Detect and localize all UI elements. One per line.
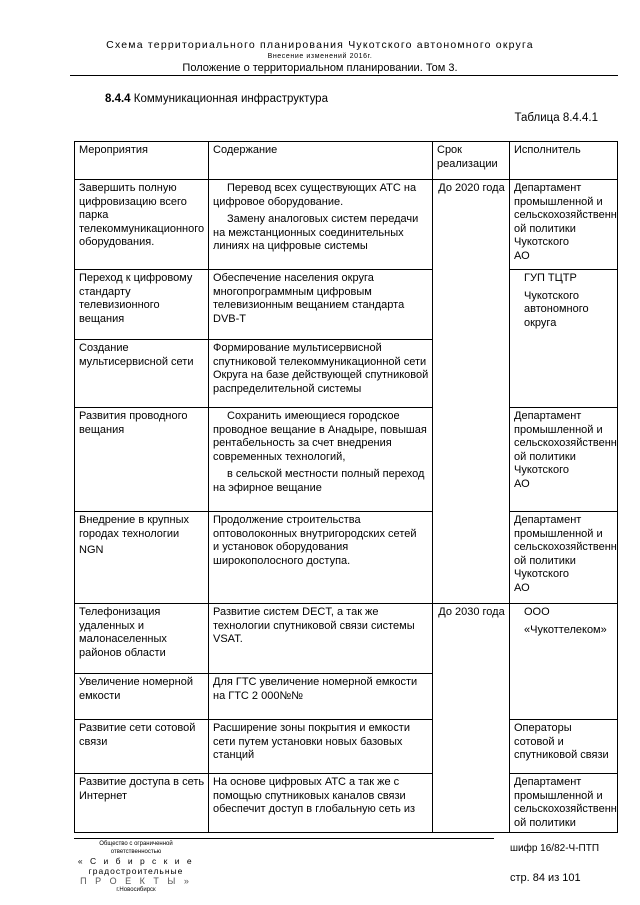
header-cell-executor: Исполнитель bbox=[510, 142, 618, 180]
content-cell bbox=[209, 408, 433, 512]
header-divider bbox=[70, 75, 618, 76]
table-row bbox=[75, 604, 618, 674]
executor-region: Чукотского bbox=[514, 568, 569, 580]
logo-name-line2: градостроительные bbox=[88, 866, 184, 876]
content-paragraph: в сельской местности полный переход на эфирное вещание bbox=[213, 468, 425, 494]
executor-cell: Департамент промышленной и сельскохозяйственн ой политики bbox=[510, 774, 618, 833]
content-cell: Развитие систем DECT, а так же технологии спутниковой связи системы VSAT. bbox=[209, 604, 433, 674]
term-cell-2030: До 2030 года bbox=[433, 604, 510, 833]
content-paragraph: Перевод всех существующих АТС на цифровое оборудование. bbox=[213, 182, 417, 208]
logo-org-type: Общество с ограниченной ответственностью bbox=[99, 841, 173, 855]
section-heading bbox=[105, 93, 328, 105]
content-cell: На основе цифровых АТС а так же с помощью спутниковых каналов связи обеспечит доступ в глобальную сеть из bbox=[209, 774, 433, 833]
content-cell: Обеспечение населения округа многопрограммным цифровым телевизионным вещанием стандарта DVB-T bbox=[209, 270, 433, 340]
executor-cell bbox=[510, 408, 618, 512]
measure-cell bbox=[75, 512, 209, 604]
measure-line-ngn: NGN bbox=[79, 544, 104, 556]
logo-name-line3: П Р О Е К Т Ы » bbox=[80, 876, 192, 886]
executor-gup-region: Чукотского автономного округа bbox=[524, 289, 589, 329]
document-header-title: Схема территориального планирования Чукотского автономного округа bbox=[106, 39, 534, 51]
table-header-row bbox=[75, 142, 618, 180]
logo-name-line1: « С и б и р с к и е bbox=[77, 856, 195, 866]
content-paragraph: Сохранить имеющиеся городское проводное вещание в Анадыре, повышая рентабельность за счет внедрения современных технологий, bbox=[213, 410, 427, 463]
document-volume-title: Положение о территориальном планировании. Том 3. bbox=[182, 62, 458, 74]
executor-cell bbox=[510, 180, 618, 270]
measure-cell: Увеличение номерной емкости bbox=[75, 674, 209, 720]
executor-cell bbox=[510, 270, 618, 408]
section-number: 8.4.4 bbox=[105, 93, 131, 105]
term-cell-2020: До 2020 года bbox=[433, 180, 510, 604]
table-row bbox=[75, 180, 618, 270]
page-number: стр. 84 из 101 bbox=[510, 872, 581, 884]
table-row bbox=[75, 774, 618, 833]
executor-cell: Операторы сотовой и спутниковой связи bbox=[510, 720, 618, 774]
measure-cell: Развитие сети сотовой связи bbox=[75, 720, 209, 774]
measure-cell: Развития проводного вещания bbox=[75, 408, 209, 512]
content-paragraph: и установок оборудования широкополосного доступа. bbox=[213, 541, 351, 567]
measure-cell: Переход к цифровому стандарту телевизионного вещания bbox=[75, 270, 209, 340]
executor-dept: Департамент промышленной и сельскохозяйственн ой политики bbox=[514, 410, 617, 463]
content-paragraph: Замену аналоговых систем передачи на межстанционных соединительных линиях на цифровые системы bbox=[213, 213, 419, 252]
executor-region: Чукотского bbox=[514, 236, 569, 248]
measure-cell: Завершить полную цифровизацию всего парка телекоммуникационного оборудования. bbox=[75, 180, 209, 270]
executor-cell bbox=[510, 512, 618, 604]
executor-gup: ГУП ТЦТР bbox=[524, 272, 577, 284]
content-cell bbox=[209, 180, 433, 270]
measures-table bbox=[74, 141, 618, 833]
header-cell-measures: Мероприятия bbox=[75, 142, 209, 180]
executor-chukottelecom: «Чукоттелеком» bbox=[524, 623, 607, 636]
logo-city: г.Новосибирск bbox=[116, 887, 156, 893]
content-cell: Расширение зоны покрытия и емкости сети путем установки новых базовых станций bbox=[209, 720, 433, 774]
document-header-subtitle: Внесение изменений 2016г. bbox=[267, 53, 373, 60]
header-cell-content: Содержание bbox=[209, 142, 433, 180]
footer-divider bbox=[74, 838, 494, 839]
content-cell: Формирование мультисервисной спутниковой телекоммуникационной сети Округа на базе действующей спутниковой распределительной системы bbox=[209, 340, 433, 408]
measure-cell: Создание мультисервисной сети bbox=[75, 340, 209, 408]
executor-dept: Департамент промышленной и сельскохозяйственн ой политики bbox=[514, 514, 617, 567]
executor-dept: Департамент промышленной и сельскохозяйственн ой политики bbox=[514, 182, 617, 235]
table-row bbox=[75, 512, 618, 604]
table-row bbox=[75, 408, 618, 512]
table-caption: Таблица 8.4.4.1 bbox=[514, 112, 598, 124]
content-cell: Для ГТС увеличение номерной емкости на ГТС 2 000№№ bbox=[209, 674, 433, 720]
executor-region: Чукотского bbox=[514, 464, 569, 476]
measure-cell: Телефонизация удаленных и малонаселенных районов области bbox=[75, 604, 209, 674]
measure-cell: Развитие доступа в сеть Интернет bbox=[75, 774, 209, 833]
executor-ao: АО bbox=[514, 477, 530, 490]
section-title: Коммуникационная инфраструктура bbox=[133, 93, 328, 105]
header-cell-term: Срок реализации bbox=[433, 142, 510, 180]
executor-ooo: ООО bbox=[524, 606, 550, 618]
measure-line: Внедрение в крупных городах технологии bbox=[79, 514, 189, 540]
table-row bbox=[75, 720, 618, 774]
document-cipher: шифр 16/82-Ч-ПТП bbox=[510, 843, 600, 854]
company-logo bbox=[76, 841, 196, 895]
executor-ao: АО bbox=[514, 581, 530, 594]
executor-cell bbox=[510, 604, 618, 720]
executor-ao: АО bbox=[514, 249, 530, 262]
content-cell bbox=[209, 512, 433, 604]
table-row bbox=[75, 270, 618, 340]
content-paragraph: Продолжение строительства оптоволоконных внутригородских сетей bbox=[213, 514, 417, 540]
